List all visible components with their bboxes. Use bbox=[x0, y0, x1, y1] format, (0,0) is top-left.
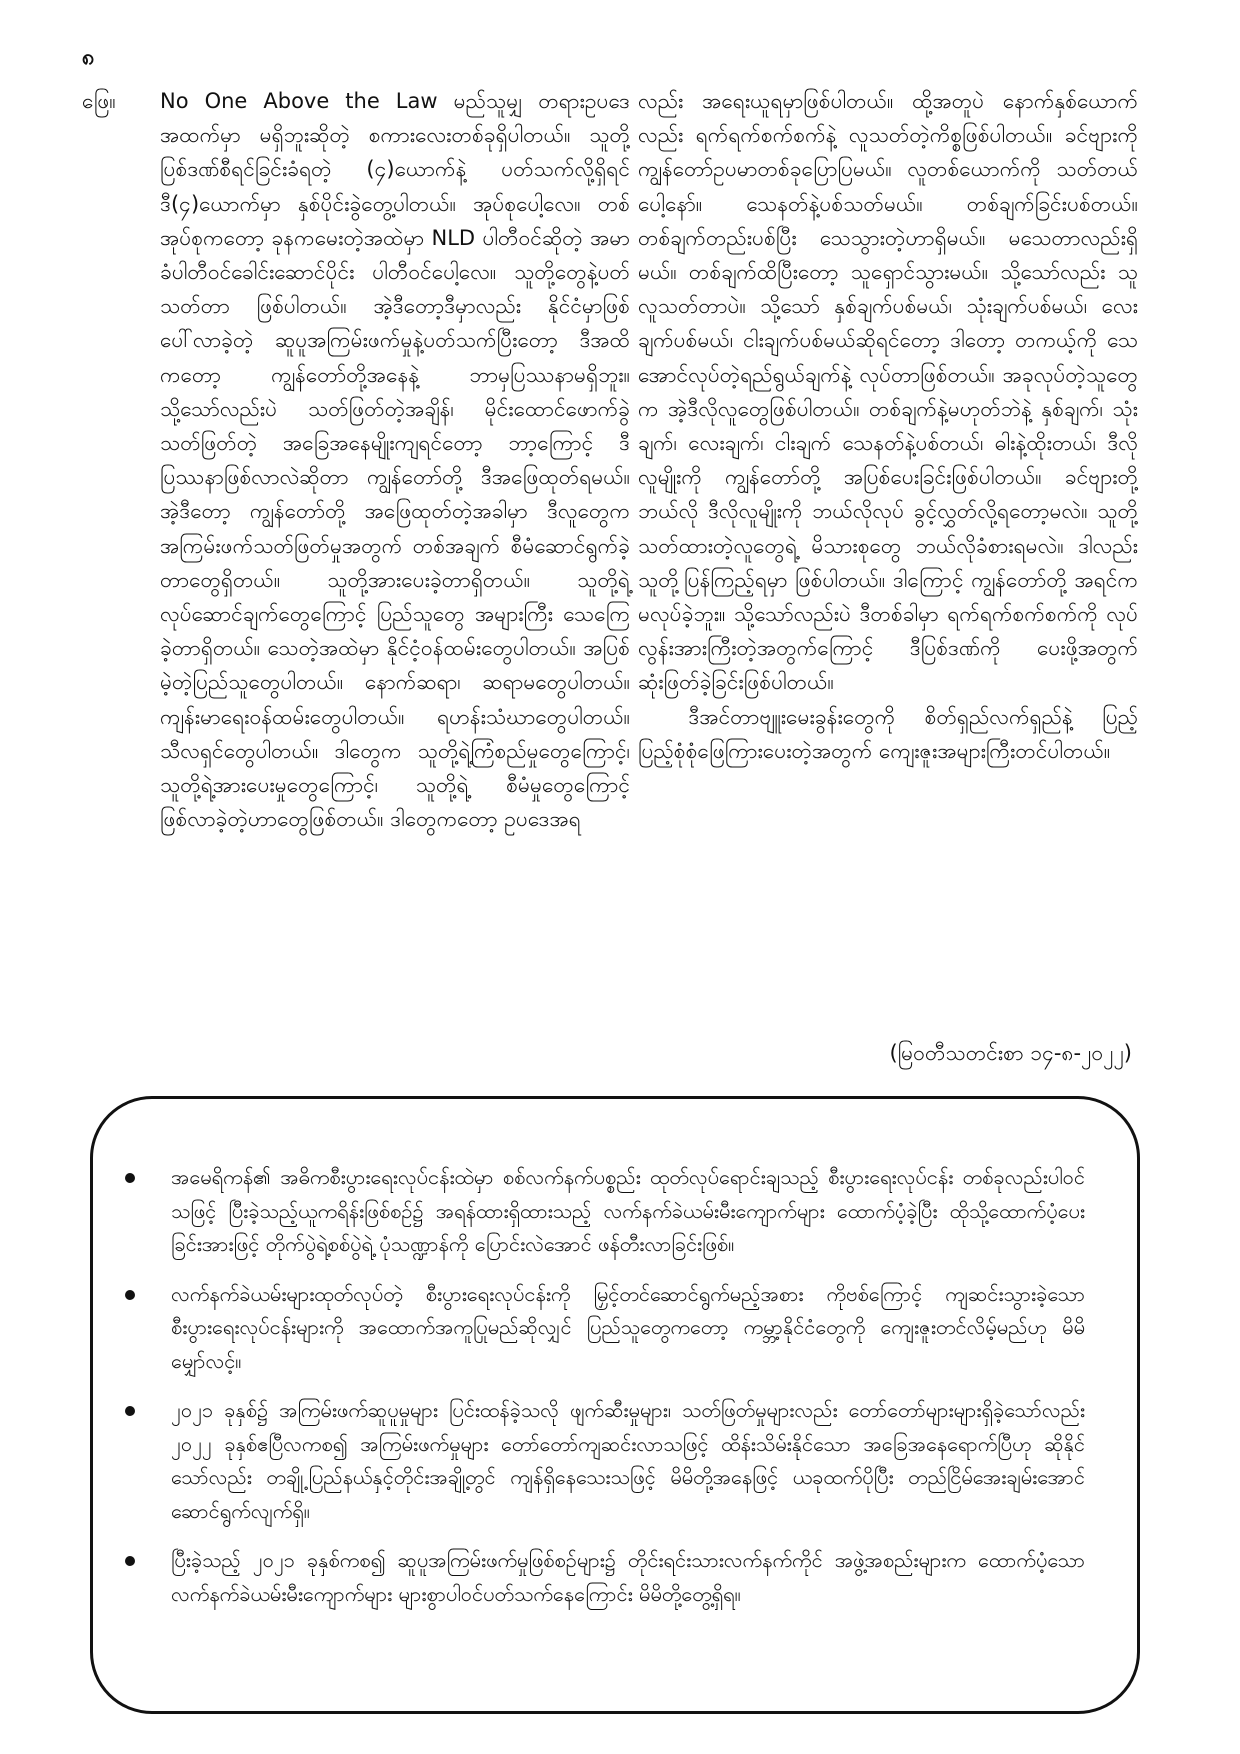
article-paragraph: No One Above the Law မည်သူမျှ တရားဥပဒေ အထက်မှာ မရှိဘူးဆိုတဲ့ စကားလေးတစ်ခုရှိပါတယ်။ သူတို့ပြစ်ဒဏ်စီရင်ခြင်းခံရတဲ့ (၄)ယောက်နဲ့ ပတ်သက်လို့ရှိရင် ဒီ(၄)ယောက်မှာ နှစ်ပိုင်းခွဲတွေ့ပါတယ်။ အုပ်စုပေါ့လေ။ တစ်အုပ်စုကတော့ ခုနကမေးတဲ့အထဲမှာ NLD ပါတီဝင်ဆိုတဲ့ အမာခံပါတီဝင်ခေါင်းဆောင်ပိုင်း ပါတီဝင်ပေါ့လေ။ သူတို့တွေနဲ့ပတ်သတ်တာ ဖြစ်ပါတယ်။ အဲ့ဒီတော့ဒီမှာလည်း နိုင်ငံမှာဖြစ်ပေါ်လာခဲ့တဲ့ ဆူပူအကြမ်းဖက်မှုနဲ့ပတ်သက်ပြီးတော့ ဒီအထိကတော့ ကျွန်တော်တို့အနေနဲ့ ဘာမှပြဿနာမရှိဘူး။ သို့သော်လည်းပဲ သတ်ဖြတ်တဲ့အချိန်၊ မိုင်းထောင်ဖောက်ခွဲသတ်ဖြတ်တဲ့ အခြေအနေမျိုးကျရင်တော့ ဘာ့ကြောင့် ဒီပြဿနာဖြစ်လာလဲဆိုတာ ကျွန်တော်တို့ ဒီအဖြေထုတ်ရမယ်။ အဲ့ဒီတော့ ကျွန်တော်တို့ အဖြေထုတ်တဲ့အခါမှာ ဒီလူတွေက အကြမ်းဖက်သတ်ဖြတ်မှုအတွက် တစ်အချက် စီမံဆောင်ရွက်ခဲ့တာတွေရှိတယ်။ သူတို့အားပေးခဲ့တာရှိတယ်။ သူတို့ရဲ့ လုပ်ဆောင်ချက်တွေကြောင့် ပြည်သူတွေ အများကြီး သေကြေခဲ့တာရှိတယ်။ သေတဲ့အထဲမှာ နိုင်ငံ့ဝန်ထမ်းတွေပါတယ်။ အပြစ်မဲ့တဲ့ပြည်သူတွေပါတယ်။ နောက်ဆရာ၊ ဆရာမတွေပါတယ်။ ကျန်းမာရေးဝန်ထမ်းတွေပါတယ်။ ရဟန်းသံဃာတွေပါတယ်။ သီလရှင်တွေပါတယ်။ ဒါတွေက သူတို့ရဲ့ကြံစည်မှုတွေကြောင့်၊ သူတို့ရဲ့အားပေးမှုတွေကြောင့်၊ သူတို့ရဲ့ စီမံမှုတွေကြောင့် ဖြစ်လာခဲ့တဲ့ဟာတွေဖြစ်တယ်။ ဒါတွေကတော့ ဥပဒေအရ bbox=[160, 89, 630, 832]
page-number: ၈ bbox=[82, 45, 95, 70]
summary-box bbox=[90, 1096, 1140, 1714]
summary-bullet-text: ၂၀၂၁ ခုနှစ်၌ အကြမ်းဖက်ဆူပူမှုများ ပြင်းထန်ခဲ့သလို ဖျက်ဆီးမှုများ၊ သတ်ဖြတ်မှုများလည်း တော်တော်များများရှိခဲ့သော်လည်း ၂၀၂၂ ခုနှစ်ဧပြီလကစ၍ အကြမ်းဖက်မှုများ တော်တော်ကျဆင်းလာသဖြင့် ထိန်းသိမ်းနိုင်သော အခြေအနေရောက်ပြီဟု ဆိုနိုင်သော်လည်း တချို့ပြည်နယ်နှင့်တိုင်းအချို့တွင် ကျန်ရှိနေသေးသဖြင့် မိမိတို့အနေဖြင့် ယခုထက်ပိုပြီး တည်ငြိမ်အေးချမ်းအောင် ဆောင်ရွက်လျက်ရှိ။ bbox=[171, 1398, 1085, 1523]
article-right-column bbox=[638, 84, 1138, 768]
bullet-dot-icon bbox=[125, 1173, 135, 1183]
closing-paragraph: ဒီအင်တာဗျူးမေးခွန်းတွေကို စိတ်ရှည်လက်ရှည်နဲ့ ပြည့်ပြည့်စုံစုံဖြေကြားပေးတဲ့အတွက် ကျေးဇူးအများကြီးတင်ပါတယ်။ bbox=[638, 704, 1138, 763]
summary-bullet-text: အမေရိကန်၏ အဓိကစီးပွားရေးလုပ်ငန်းထဲမှာ စစ်လက်နက်ပစ္စည်း ထုတ်လုပ်ရောင်းချသည့် စီးပွားရေးလုပ်ငန်း တစ်ခုလည်းပါဝင်သဖြင့် ပြီးခဲ့သည့်ယူကရိန်းဖြစ်စဉ်၌ အရန်ထားရှိထားသည့် လက်နက်ခဲယမ်းမီးကျောက်များ ထောက်ပံ့ခဲ့ပြီး ထိုသို့ထောက်ပံ့ပေးခြင်းအားဖြင့် တိုက်ပွဲရဲ့စစ်ပွဲရဲ့ ပုံသဏ္ဍာန်ကို ပြောင်းလဲအောင် ဖန်တီးလာခြင်းဖြစ်။ bbox=[171, 1165, 1085, 1256]
summary-bullet bbox=[171, 1278, 1085, 1379]
article-left-column bbox=[160, 84, 630, 836]
bullet-dot-icon bbox=[125, 1406, 135, 1416]
summary-bullet bbox=[171, 1394, 1085, 1528]
article-paragraph: လည်း အရေးယူရမှာဖြစ်ပါတယ်။ ထို့အတူပဲ နောက်နှစ်ယောက်လည်း ရက်ရက်စက်စက်နဲ့ လူသတ်တဲ့ကိစ္စဖြစ်ပါတယ်။ ခင်ဗျားကို ကျွန်တော်ဥပမာတစ်ခုပြောပြမယ်။ လူတစ်ယောက်ကို သတ်တယ်ပေါ့နော်။ သေနတ်နဲ့ပစ်သတ်မယ်။ တစ်ချက်ခြင်းပစ်တယ်။ တစ်ချက်တည်းပစ်ပြီး သေသွားတဲ့ဟာရှိမယ်။ မသေတာလည်းရှိမယ်။ တစ်ချက်ထိပြီးတော့ သူရှောင်သွားမယ်။ သို့သော်လည်း သူလူသတ်တာပဲ။ သို့သော် နှစ်ချက်ပစ်မယ်၊ သုံးချက်ပစ်မယ်၊ လေးချက်ပစ်မယ်၊ ငါးချက်ပစ်မယ်ဆိုရင်တော့ ဒါတော့ တကယ့်ကို သေအောင်လုပ်တဲ့ရည်ရွယ်ချက်နဲ့ လုပ်တာဖြစ်တယ်။ အခုလုပ်တဲ့သူတွေက အဲ့ဒီလိုလူတွေဖြစ်ပါတယ်။ တစ်ချက်နဲ့မဟုတ်ဘဲနဲ့ နှစ်ချက်၊ သုံးချက်၊ လေးချက်၊ ငါးချက် သေနတ်နဲ့ပစ်တယ်၊ ဓါးနဲ့ထိုးတယ်၊ ဒီလိုလူမျိုးကို ကျွန်တော်တို့ အပြစ်ပေးခြင်းဖြစ်ပါတယ်။ ခင်ဗျားတို့ ဘယ်လို ဒီလိုလူမျိုးကို ဘယ်လိုလုပ် ခွင့်လွှတ်လို့ရတော့မလဲ။ သူတို့ သတ်ထားတဲ့လူတွေရဲ့ မိသားစုတွေ ဘယ်လိုခံစားရမလဲ။ ဒါလည်း သူတို့ပြန်ကြည့်ရမှာ ဖြစ်ပါတယ်။ ဒါကြောင့် ကျွန်တော်တို့ အရင်ကမလုပ်ခဲ့ဘူး။ သို့သော်လည်းပဲ ဒီတစ်ခါမှာ ရက်ရက်စက်စက်ကို လုပ်လွန်းအားကြီးတဲ့အတွက်ကြောင့် ဒီပြစ်ဒဏ်ကို ပေးဖို့အတွက် ဆုံးဖြတ်ခဲ့ခြင်းဖြစ်ပါတယ်။ bbox=[638, 89, 1138, 695]
bullet-dot-icon bbox=[125, 1290, 135, 1300]
article-source: (မြဝတီသတင်းစာ ၁၄-၈-၂၀၂၂) bbox=[889, 1041, 1132, 1065]
summary-bullet bbox=[171, 1161, 1085, 1262]
answer-label: ဖြေ။ bbox=[82, 89, 116, 113]
bullet-dot-icon bbox=[125, 1556, 135, 1566]
summary-bullets bbox=[171, 1161, 1085, 1627]
summary-bullet-text: ပြီးခဲ့သည့် ၂၀၂၁ ခုနှစ်ကစ၍ ဆူပူအကြမ်းဖက်မှုဖြစ်စဉ်များ၌ တိုင်းရင်းသားလက်နက်ကိုင် အဖွဲ့အစည်းများက ထောက်ပံ့သော လက်နက်ခဲယမ်းမီးကျောက်များ များစွာပါဝင်ပတ်သက်နေကြောင်း မိမိတို့တွေ့ရှိရ။ bbox=[171, 1548, 1085, 1606]
summary-bullet bbox=[171, 1544, 1085, 1611]
summary-bullet-text: လက်နက်ခဲယမ်းများထုတ်လုပ်တဲ့ စီးပွားရေးလုပ်ငန်းကို မြှင့်တင်ဆောင်ရွက်မည့်အစား ကိုဗစ်ကြောင့် ကျဆင်းသွားခဲ့သော စီးပွားရေးလုပ်ငန်းများကို အထောက်အကူပြုမည်ဆိုလျှင် ပြည်သူတွေကတော့ ကမ္ဘာ့နိုင်ငံတွေကို ကျေးဇူးတင်လိမ့်မည်ဟု မိမိမျှော်လင့်။ bbox=[171, 1281, 1085, 1373]
